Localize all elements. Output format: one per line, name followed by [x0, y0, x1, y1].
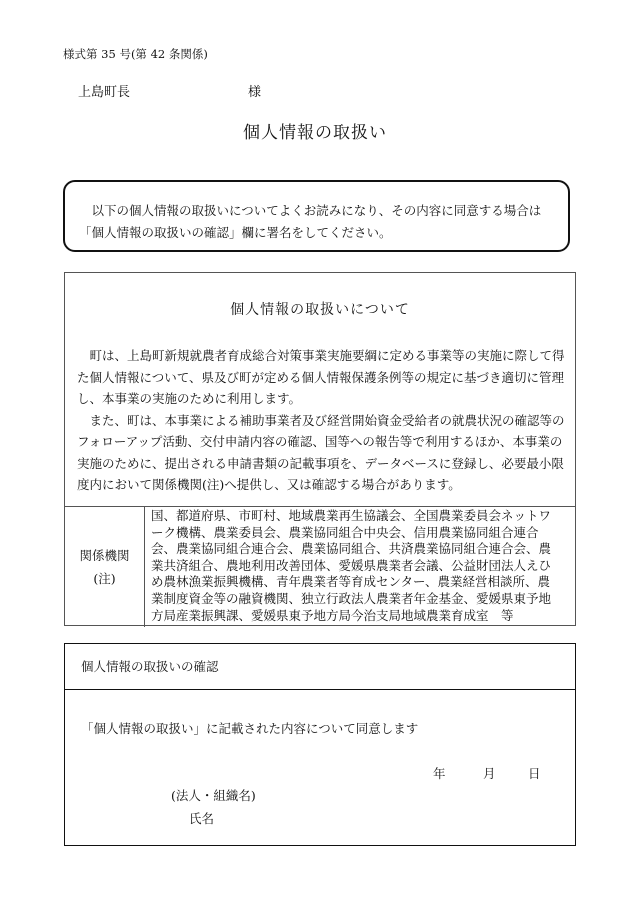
organization-name-label: (法人・組織名) — [171, 788, 256, 803]
policy-paragraph-1: 町は、上島町新規就農者育成総合対策事業実施要綱に定める事業等の実施に際して得た個人情報について、県及び町が定める個人情報保護条例等の規定に基づき適切に管理し、本事業の実施のために利用します。 — [77, 348, 565, 406]
related-line: 国、都道府県、市町村、地域農業再生協議会、全国農業委員会ネットワ — [151, 508, 552, 523]
related-organizations-list — [145, 508, 575, 624]
confirmation-header: 個人情報の取扱いの確認 — [65, 644, 575, 690]
notice-text: 以下の個人情報の取扱いについてよくお読みになり、その内容に同意する場合は「個人情報の取扱いの確認」欄に署名をしてください。 — [79, 203, 542, 240]
policy-paragraph-2: また、町は、本事業による補助事業者及び経営開始資金受給者の就農状況の確認等のフォローアップ活動、交付申請内容の確認、国等への報告等で利用するほか、本事業の実施のために、提出される申請書類の記載事項を、データベースに登録し、必要最小限度内において関係機関(注)へ提供し、又は確認する場合があります。 — [77, 412, 565, 492]
policy-heading: 個人情報の取扱いについて — [230, 302, 410, 318]
related-line: 会、農業協同組合連合会、農業協同組合、共済農業協同組合連合会、農 — [151, 541, 552, 557]
related-label-line-2: (注) — [93, 571, 116, 586]
page-title: 個人情報の取扱い — [243, 123, 387, 143]
recipient-honorific: 様 — [248, 85, 262, 100]
notice-box — [63, 180, 570, 252]
consent-statement: 「個人情報の取扱い」に記載された内容について同意します — [81, 721, 419, 736]
policy-body — [77, 345, 565, 496]
related-line: 方局産業振興課、愛媛県東予地方局今治支局地域農業育成室 等 — [151, 607, 514, 623]
date-month-label: 月 — [483, 766, 496, 781]
related-organizations-label — [65, 507, 145, 627]
related-line: 業共済組合、農地利用改善団体、愛媛県農業者会議、公益財団法人えひ — [151, 557, 552, 573]
related-line: 業制度資金等の融資機関、独立行政法人農業者年金基金、愛媛県東予地 — [151, 590, 552, 606]
signature-name-label: 氏名 — [189, 811, 215, 826]
date-year-label: 年 — [433, 766, 446, 781]
related-line: め農林漁業振興機構、青年農業者等育成センター、農業経営相談所、農 — [151, 574, 551, 590]
related-label-line-1: 関係機関 — [79, 548, 130, 563]
recipient-name: 上島町長 — [78, 85, 131, 100]
date-day-label: 日 — [528, 766, 541, 781]
related-organizations-row — [65, 506, 575, 627]
related-line: ーク機構、農業委員会、農業協同組合中央会、信用農業協同組合連合 — [151, 524, 539, 540]
date-field[interactable] — [433, 764, 541, 782]
confirmation-section — [64, 643, 576, 846]
policy-section — [64, 272, 576, 626]
form-number: 様式第 35 号(第 42 条関係) — [63, 47, 208, 61]
